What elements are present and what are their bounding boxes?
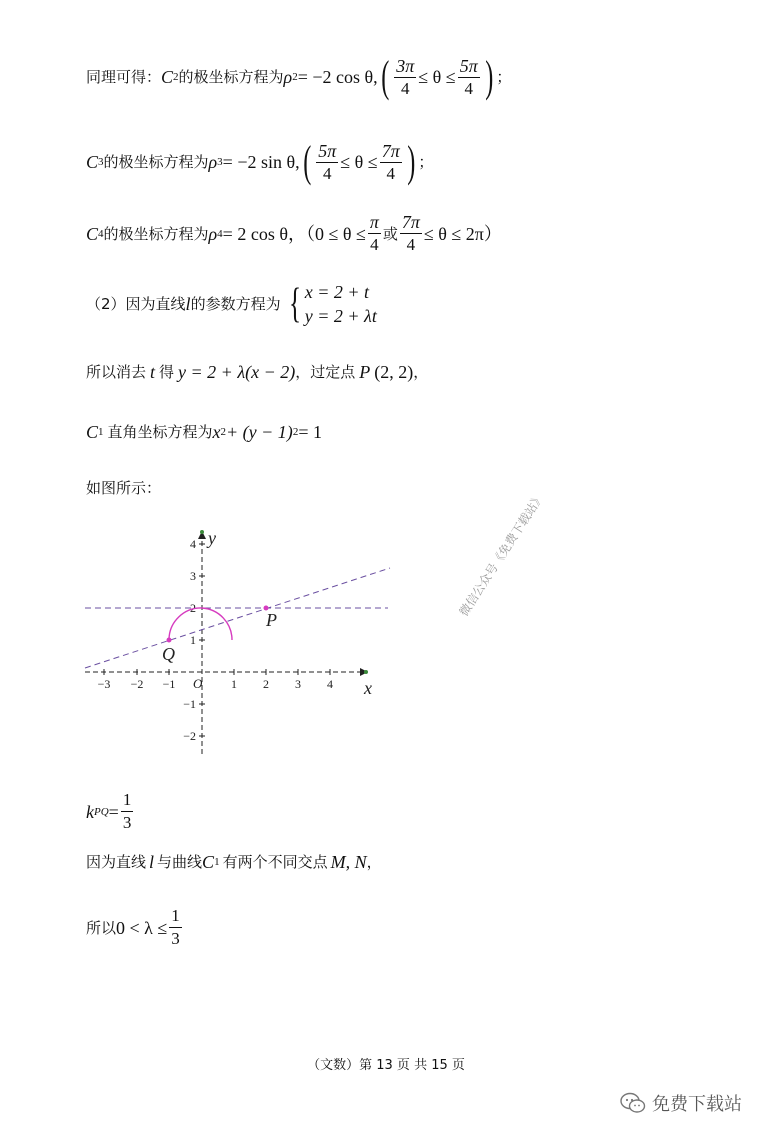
point-p-label: P	[266, 610, 277, 630]
den: 4	[401, 78, 410, 98]
num: π	[369, 212, 379, 232]
math-c1: C	[202, 852, 215, 872]
text: 所以消去	[86, 363, 147, 381]
coordinate-graph	[80, 522, 400, 762]
math-c3: C	[86, 152, 99, 172]
sub: 1	[98, 426, 104, 438]
math-mid: ≤ θ ≤	[418, 67, 456, 87]
text: 的极坐标方程为	[103, 153, 209, 171]
fraction	[368, 212, 381, 255]
num: 5π	[318, 140, 337, 161]
fraction	[316, 141, 338, 184]
math-coord: (2, 2)	[374, 362, 414, 382]
text: 的参数方程为	[190, 295, 281, 313]
math-eq: =	[108, 801, 119, 822]
num: 7π	[381, 140, 400, 161]
x-tick-label: 4	[327, 677, 333, 691]
line-c4-polar	[86, 212, 502, 255]
x-tick-label: −1	[162, 677, 176, 691]
math-rhs: = −2 cos θ,	[297, 67, 378, 87]
paren-open: (	[302, 137, 311, 186]
math-eq1: = 1	[298, 422, 322, 442]
math-c1: C	[86, 422, 99, 442]
y-tick-label: −1	[183, 697, 196, 711]
line-lambda-range	[86, 906, 184, 949]
text: 与曲线	[157, 853, 203, 871]
point-q-label: Q	[162, 644, 175, 664]
den: 3	[171, 929, 180, 948]
fraction	[169, 906, 182, 949]
sub: 2	[173, 71, 179, 83]
math-rhs: = 2 cos θ	[222, 223, 288, 244]
den: 3	[122, 813, 132, 832]
brand-name: 免费下载站	[652, 1094, 742, 1115]
math-l: l	[185, 294, 191, 314]
line-eliminate-t	[86, 362, 428, 382]
sub: 1	[214, 856, 220, 868]
math-mn: M, N	[330, 852, 367, 872]
x-tick-label: 3	[295, 677, 301, 691]
text: 或	[382, 224, 398, 243]
math-rho: ρ	[208, 152, 218, 172]
page-footer: （文数）第 13 页 共 15 页	[307, 1058, 465, 1073]
text: 同理可得：	[86, 68, 162, 86]
watermark: 微信公众号《免费下载站》	[456, 490, 547, 619]
line-as-shown	[86, 478, 161, 498]
brace: {	[288, 281, 301, 327]
num: 1	[121, 790, 134, 812]
math-rho: ρ	[283, 67, 293, 87]
math-close: ≤ θ ≤ 2π）	[423, 223, 502, 244]
case-2: y = 2 + λt	[304, 306, 377, 326]
line-intersections	[86, 852, 382, 872]
wechat-icon	[620, 1092, 646, 1114]
cases-body	[305, 280, 377, 328]
math-rhs: = −2 sin θ,	[222, 152, 300, 172]
origin-label: O	[193, 676, 203, 691]
paren-close: )	[485, 52, 494, 101]
line-pq	[85, 568, 390, 668]
den: 4	[370, 235, 379, 254]
fraction	[394, 56, 416, 99]
text: 所以	[86, 918, 117, 937]
text: ；	[496, 68, 512, 86]
math-y: + (y − 1)	[226, 422, 293, 442]
fraction	[458, 56, 480, 99]
text: ，	[413, 363, 429, 381]
num: 1	[169, 906, 182, 928]
math-ineq: 0 < λ ≤	[116, 917, 168, 938]
cases	[285, 280, 377, 328]
math-p: P	[359, 362, 371, 382]
x-tick-label: −3	[97, 677, 111, 691]
paren-open: (	[380, 52, 389, 101]
text: ；	[418, 153, 434, 171]
math-rho: ρ	[208, 223, 218, 244]
y-axis-label: y	[208, 528, 216, 548]
sub: PQ	[94, 805, 109, 818]
y-tick-label: −2	[183, 729, 196, 743]
brand-badge	[620, 1090, 742, 1116]
math-t: t	[150, 362, 156, 382]
y-axis-end-dot	[200, 530, 204, 534]
y-tick-label: 2	[190, 601, 196, 615]
text: 的极坐标方程为	[103, 224, 209, 243]
math-l: l	[149, 852, 155, 872]
x-tick-label: −2	[130, 677, 144, 691]
text: 得	[159, 363, 175, 381]
line-c3-polar	[86, 137, 434, 186]
sub: 4	[217, 227, 223, 240]
x-tick-label: 1	[231, 677, 237, 691]
num: 3π	[396, 55, 415, 76]
y-tick-label: 4	[190, 537, 196, 551]
num: 5π	[459, 55, 478, 76]
y-tick-label: 3	[190, 569, 196, 583]
sub: 2	[292, 71, 298, 83]
math-c4: C	[86, 223, 99, 244]
point-q-dot	[167, 638, 172, 643]
text: 直角坐标方程为	[107, 423, 213, 441]
y-tick-marks	[199, 544, 205, 736]
text: ，过定点	[295, 363, 356, 381]
line-c1-cartesian	[86, 422, 322, 442]
math-mid: ≤ θ ≤	[340, 152, 378, 172]
curve-c1	[169, 608, 232, 640]
paren-close: )	[407, 137, 416, 186]
text: 如图所示：	[86, 479, 162, 497]
y-tick-label: 1	[190, 633, 196, 647]
line-kpq	[86, 790, 135, 833]
line-param-equation	[86, 280, 377, 328]
sup: 2	[292, 426, 299, 438]
case-1: x = 2 + t	[304, 282, 370, 302]
math-line-eq: y = 2 + λ(x − 2)	[178, 362, 296, 382]
den: 4	[406, 235, 416, 254]
text: 有两个不同交点	[222, 853, 328, 871]
text: ，	[366, 853, 382, 871]
math-c2: C	[161, 67, 174, 87]
fraction	[380, 141, 402, 184]
math-open: ，（0 ≤ θ ≤	[287, 223, 366, 244]
x-axis-label: x	[364, 678, 372, 698]
sub: 3	[217, 156, 223, 168]
text: （2）因为直线	[86, 295, 186, 313]
den: 4	[386, 163, 395, 183]
x-tick-label: 2	[263, 677, 269, 691]
fraction	[400, 212, 422, 255]
sup: 2	[220, 426, 227, 438]
num: 7π	[401, 212, 420, 232]
line-c2-polar	[86, 52, 512, 101]
math-x: x	[212, 422, 221, 442]
den: 4	[323, 163, 332, 183]
fraction	[121, 790, 134, 833]
den: 4	[464, 78, 473, 98]
sub: 4	[98, 227, 104, 240]
x-axis-end-dot	[364, 670, 368, 674]
text: 的极坐标方程为	[178, 68, 284, 86]
sub: 3	[98, 156, 104, 168]
text: 因为直线	[86, 853, 147, 871]
math-k: k	[86, 801, 94, 822]
